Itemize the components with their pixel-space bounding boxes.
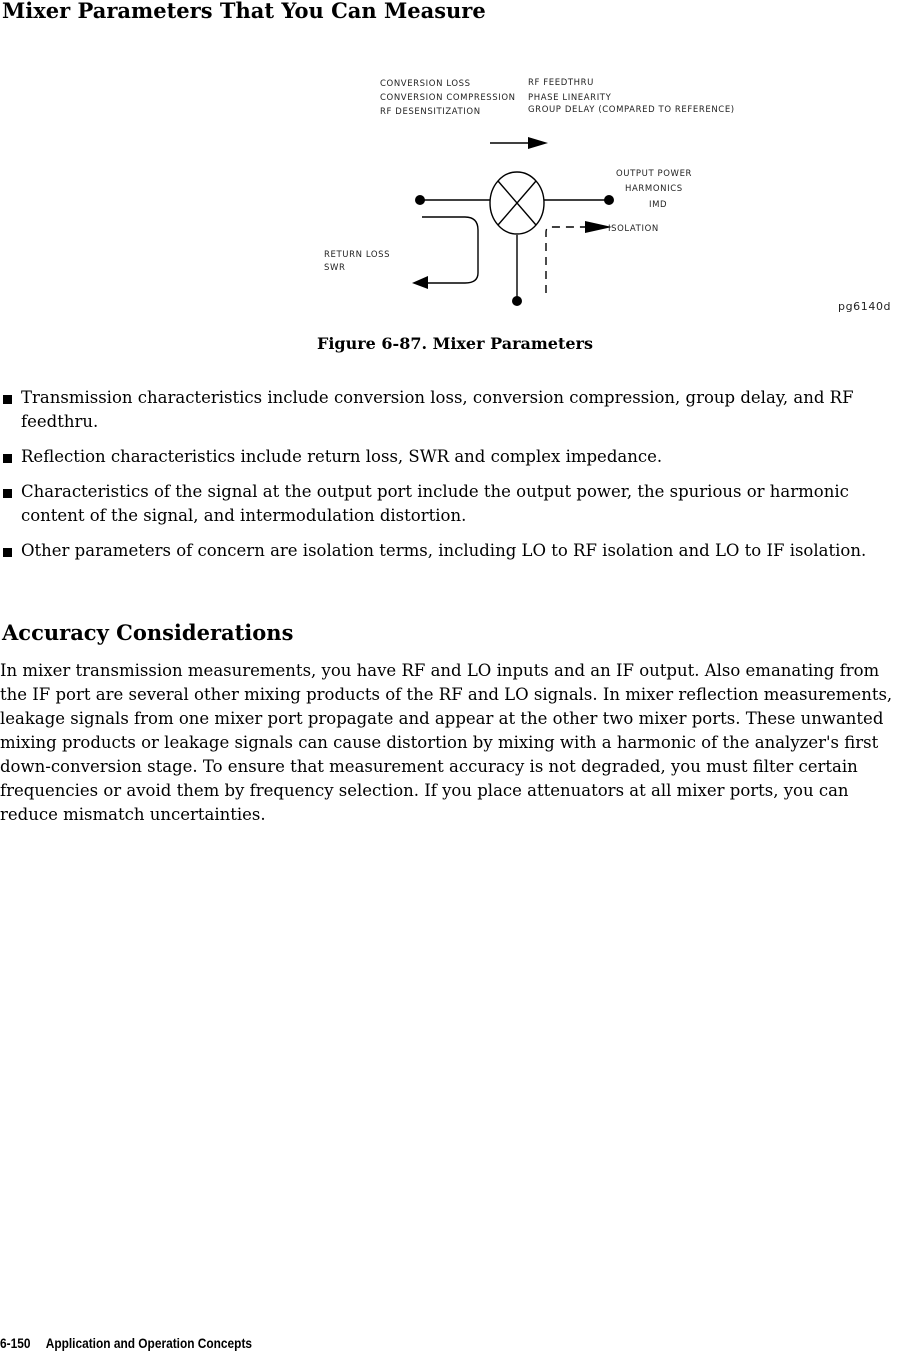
figure-id: pg6140d (838, 300, 892, 313)
label: IMD (649, 200, 668, 210)
right-labels (528, 78, 735, 115)
list-item: Characteristics of the signal at the output port include the output power, the spurious or harmonic content of the signal, and intermodulation distortion. (0, 480, 890, 528)
label: ISOLATION (608, 224, 659, 234)
list-item: Transmission characteristics include conversion loss, conversion compression, group delay, and RF feedthru. (0, 386, 890, 434)
section-title: Accuracy Considerations (2, 620, 294, 645)
label: CONVERSION LOSS (380, 79, 471, 89)
left-labels (380, 79, 516, 117)
label: SWR (324, 263, 346, 273)
figure-caption: Figure 6-87. Mixer Parameters (316, 334, 593, 353)
label: RETURN LOSS (324, 250, 391, 260)
label: CONVERSION COMPRESSION (380, 93, 516, 103)
label: RF FEEDTHRU (528, 78, 594, 88)
bullet-list (0, 386, 890, 574)
label: RF DESENSITIZATION (380, 107, 481, 117)
label: PHASE LINEARITY (528, 93, 612, 103)
footer-section: Application and Operation Concepts (45, 1335, 253, 1351)
page-title: Mixer Parameters That You Can Measure (2, 0, 486, 23)
list-item: Reflection characteristics include return loss, SWR and complex impedance. (0, 445, 890, 469)
page-footer (0, 1335, 267, 1351)
mixer-diagram (0, 60, 900, 330)
label: HARMONICS (625, 184, 683, 194)
label: GROUP DELAY (COMPARED TO REFERENCE) (528, 105, 735, 115)
label: OUTPUT POWER (616, 169, 693, 179)
body-paragraph: In mixer transmission measurements, you have RF and LO inputs and an IF output. Also emanating from the IF port are several other mixing products of the RF and LO signals. In mixer reflection measurements, leakage signals from one mixer port propagate and appear at the other two mixer ports. These unwanted mixing products or leakage signals can cause distortion by mixing with a harmonic of the analyzer's first down-conversion stage. To ensure that measurement accuracy is not degraded, you must filter certain frequencies or avoid them by frequency selection. If you place attenuators at all mixer ports, you can reduce mismatch uncertainties. (0, 661, 893, 824)
list-item: Other parameters of concern are isolation terms, including LO to RF isolation and LO to IF isolation. (0, 539, 890, 563)
page-number: 6-150 (0, 1335, 31, 1351)
